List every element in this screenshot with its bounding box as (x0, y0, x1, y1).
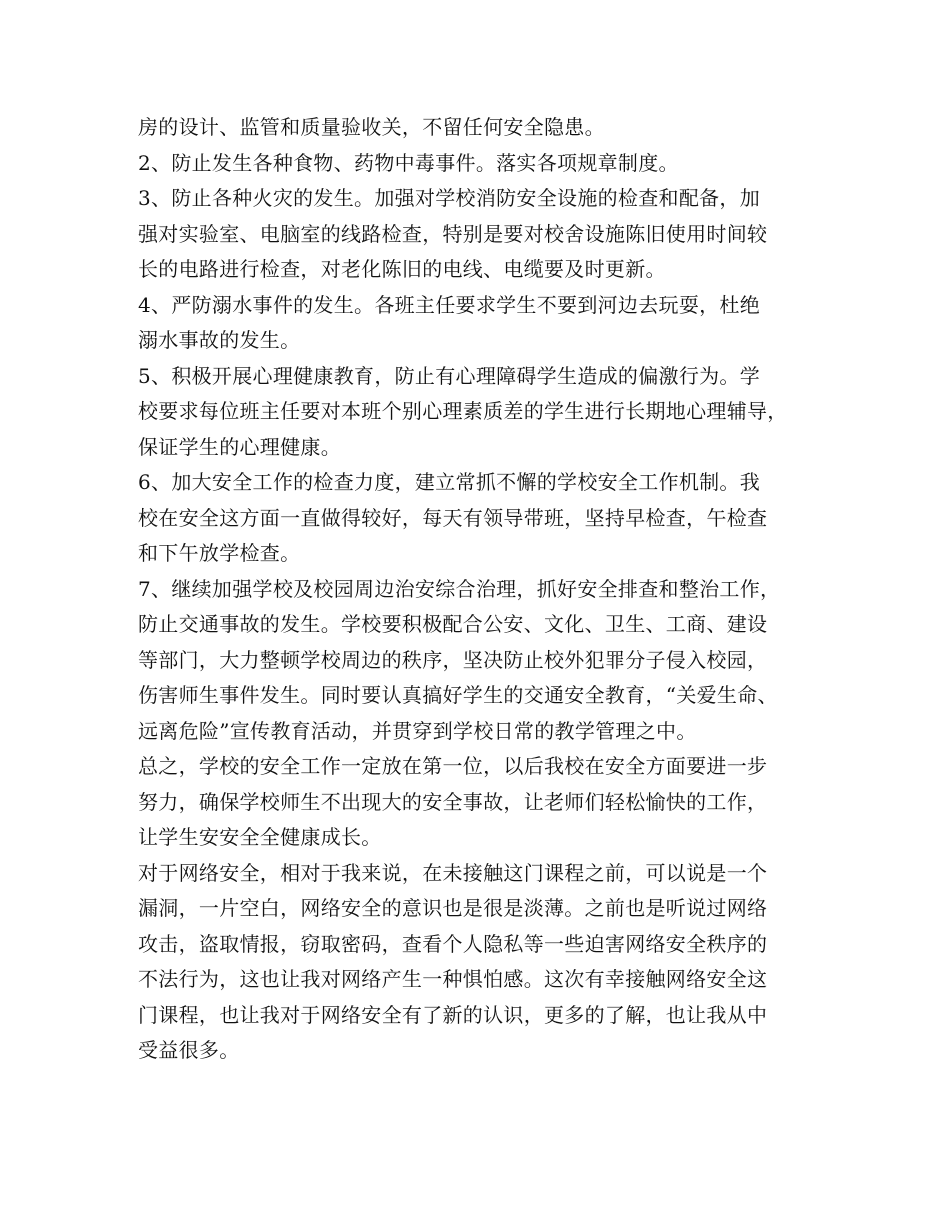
text-line: 总之，学校的安全工作一定放在第一位，以后我校在安全方面要进一步 (138, 754, 768, 778)
text-line: 4、严防溺水事件的发生。各班主任要求学生不要到河边去玩耍，杜绝 (138, 292, 761, 317)
text-line: 长的电路进行检查，对老化陈旧的电线、电缆要及时更新。 (138, 257, 666, 281)
text-line: 不法行为，这也让我对网络产生一种惧怕感。这次有幸接触网络安全这 (138, 967, 768, 991)
text-line: 3、防止各种火灾的发生。加强对学校消防安全设施的检查和配备，加 (138, 186, 761, 210)
text-line: 远离危险”宣传教育活动，并贯穿到学校日常的教学管理之中。 (138, 718, 697, 743)
text-line: 防止交通事故的发生。学校要积极配合公安、文化、卫生、工商、建设 (138, 612, 768, 636)
text-line: 伤害师生事件发生。同时要认真搞好学生的交通安全教育，“关爱生命、 (138, 683, 778, 707)
text-line: 溺水事故的发生。 (138, 328, 301, 352)
document-body (138, 110, 828, 1069)
text-line: 让学生安安全全健康成长。 (138, 825, 382, 849)
text-line: 和下午放学检查。 (138, 541, 301, 565)
text-line: 6、加大安全工作的检查力度，建立常抓不懈的学校安全工作机制。我 (138, 470, 761, 494)
text-line: 强对实验室、电脑室的线路检查，特别是要对校舍设施陈旧使用时间较 (138, 221, 768, 246)
text-line: 努力，确保学校师生不出现大的安全事故，让老师们轻松愉快的工作， (138, 789, 768, 814)
text-line: 5、积极开展心理健康教育，防止有心理障碍学生造成的偏激行为。学 (138, 363, 761, 388)
text-line: 2、防止发生各种食物、药物中毒事件。落实各项规章制度。 (138, 150, 679, 175)
text-line: 门课程，也让我对于网络安全有了新的认识，更多的了解，也让我从中 (138, 1002, 768, 1027)
text-line: 攻击，盗取情报，窃取密码，查看个人隐私等一些迫害网络安全秩序的 (138, 931, 768, 956)
text-line: 受益很多。 (138, 1038, 240, 1062)
text-line: 等部门，大力整顿学校周边的秩序，坚决防止校外犯罪分子侵入校园， (138, 647, 768, 672)
text-line: 房的设计、监管和质量验收关，不留任何安全隐患。 (138, 115, 605, 139)
text-line: 对于网络安全，相对于我来说，在未接触这门课程之前，可以说是一个 (138, 860, 768, 885)
text-line: 校在安全这方面一直做得较好，每天有领导带班，坚持早检查，午检查 (138, 505, 768, 530)
text-line: 7、继续加强学校及校园周边治安综合治理，抓好安全排查和整治工作， (138, 576, 781, 601)
text-line: 校要求每位班主任要对本班个别心理素质差的学生进行长期地心理辅导， (138, 399, 788, 423)
text-line: 漏洞，一片空白，网络安全的意识也是很是淡薄。之前也是听说过网络 (138, 896, 768, 920)
text-line: 保证学生的心理健康。 (138, 434, 341, 459)
